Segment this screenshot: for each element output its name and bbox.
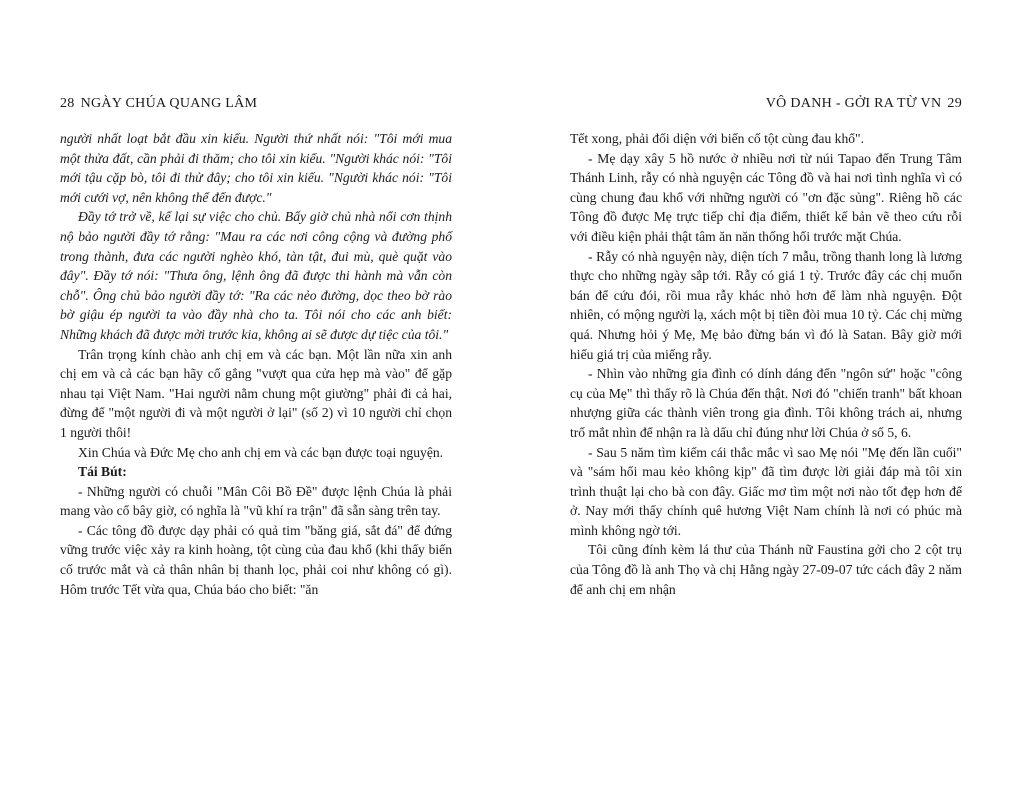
paragraph: - Rẫy có nhà nguyện này, diện tích 7 mẫu, trồng thanh long là lương thực cho những ngày sắp tới. Rẫy có giá 1 tỷ. Trước đây các chị muốn bán để cứu đói, rồi mua rẫy khác nhỏ hơn để làm nhà nguyện. Đột nhiên, có mộng người lạ, xách một bị tiền đòi mua 10 tỷ. Các chị mừng quá. Nhưng hỏi ý Mẹ, Mẹ bảo đừng bán vì đó là Satan. Bây giờ mới hiểu giá trị của miếng rẫy. <box>570 248 962 362</box>
left-running-head <box>60 95 452 119</box>
paragraph: - Nhìn vào những gia đình có dính dáng đến "ngôn sứ" hoặc "công cụ của Mẹ" thì thấy rõ là Chúa đến thật. Nơi đó "chiến tranh" bất khoan nhượng giữa các thành viên trong gia đình. Tôi không trách ai, nhưng trố mắt nhìn để nhận ra là dấu chỉ đúng như lời Chúa ở số 5, 6. <box>570 366 962 440</box>
paragraph: Tôi cũng đính kèm lá thư của Thánh nữ Faustina gởi cho 2 cột trụ của Tông đồ là anh Thọ và chị Hằng ngày 27-09-07 tức cách đây 2 năm để anh chị em nhận <box>570 542 962 597</box>
right-body-text <box>570 129 962 599</box>
left-page-number: 28 <box>60 96 75 111</box>
paragraph: Đầy tớ trở về, kể lại sự việc cho chủ. Bấy giờ chủ nhà nổi cơn thịnh nộ bảo người đầy tớ rằng: "Mau ra các nơi công cộng và đường phố trong thành, đưa các người nghèo khó, tàn tật, đui mù, què quặt vào đây". Đầy tớ nói: "Thưa ông, lệnh ông đã được thi hành mà vẫn còn chỗ". Ông chủ bảo người đầy tớ: "Ra các nẻo đường, dọc theo bờ rào bờ giậu ép người ta vào đầy nhà cho ta. Tôi nói cho các anh biết: Những khách đã được mời trước kia, không ai sẽ được dự tiệc của tôi." <box>60 209 452 342</box>
paragraph: Tái Bút: <box>78 464 127 480</box>
paragraph: - Mẹ dạy xây 5 hồ nước ở nhiều nơi từ núi Tapao đến Trung Tâm Thánh Linh, rẫy có nhà nguyện các Tông đồ và hai nơi tình nghĩa vì có cùng chung đau khổ với những người có "ơn đặc sủng". Riêng hồ các Tông đồ được Mẹ trực tiếp chỉ địa điểm, thiết kế bản vẽ theo cứu rỗi với điều kiện phải thật tâm ăn năn thống hối trước mặt Chúa. <box>570 150 962 244</box>
paragraph: Xin Chúa và Đức Mẹ cho anh chị em và các bạn được toại nguyện. <box>78 444 444 460</box>
left-header-title: NGÀY CHÚA QUANG LÂM <box>80 96 258 111</box>
right-running-head <box>570 95 962 119</box>
left-body-text <box>60 129 452 599</box>
left-page <box>60 95 452 755</box>
right-header-title: VÔ DANH - GỞI RA TỪ VN <box>765 96 942 111</box>
paragraph: Tết xong, phải đối diện với biến cố tột cùng đau khổ". <box>570 131 864 146</box>
paragraph: - Sau 5 năm tìm kiếm cái thắc mắc vì sao Mẹ nói "Mẹ đến lần cuối" và "sám hối mau kẻo không kịp" đã tìm được lời giải đáp mà tôi xin trình thuật lại cho bà con đây. Giấc mơ tìm một nơi nào tốt đẹp hơn để ở. Nay mới thấy chính quê hương Việt Nam chính là nơi có phúc mà mình không ngờ tới. <box>570 444 962 538</box>
right-page <box>570 95 962 755</box>
paragraph: - Các tông đồ được dạy phải có quả tim "băng giá, sắt đá" để đứng vững trước việc xảy ra kinh hoàng, tột cùng của đau khổ (khi thấy biến cố trước mắt và cả thân nhân bị thanh lọc, phải coi như không có gì). Hôm trước Tết vừa qua, Chúa báo cho biết: "ăn <box>60 522 452 597</box>
right-page-number: 29 <box>947 96 962 111</box>
paragraph: Trân trọng kính chào anh chị em và các bạn. Một lần nữa xin anh chị em và cả các bạn hãy cố gắng "vượt qua cửa hẹp mà vào" để gặp nhau tại Việt Nam. "Hai người nằm chung một giường" phải đi cả hai, đừng để "một người đi và một người ở lại" (số 2) vì 10 người chỉ chọn 1 người thôi! <box>60 346 452 440</box>
paragraph: - Những người có chuỗi "Mân Côi Bồ Đề" được lệnh Chúa là phải mang vào cổ bây giờ, có nghĩa là "vũ khí ra trận" đã sẵn sàng trên tay. <box>60 483 452 519</box>
paragraph: người nhất loạt bắt đầu xin kiếu. Người thứ nhất nói: "Tôi mới mua một thửa đất, cần phải đi thăm; cho tôi xin kiếu. "Người khác nói: "Tôi mới tậu cặp bò, tôi đi thử đây; cho tôi xin kiếu. "Người khác nói: "Tôi mới cưới vợ, nên không thể đến được." <box>60 131 452 205</box>
